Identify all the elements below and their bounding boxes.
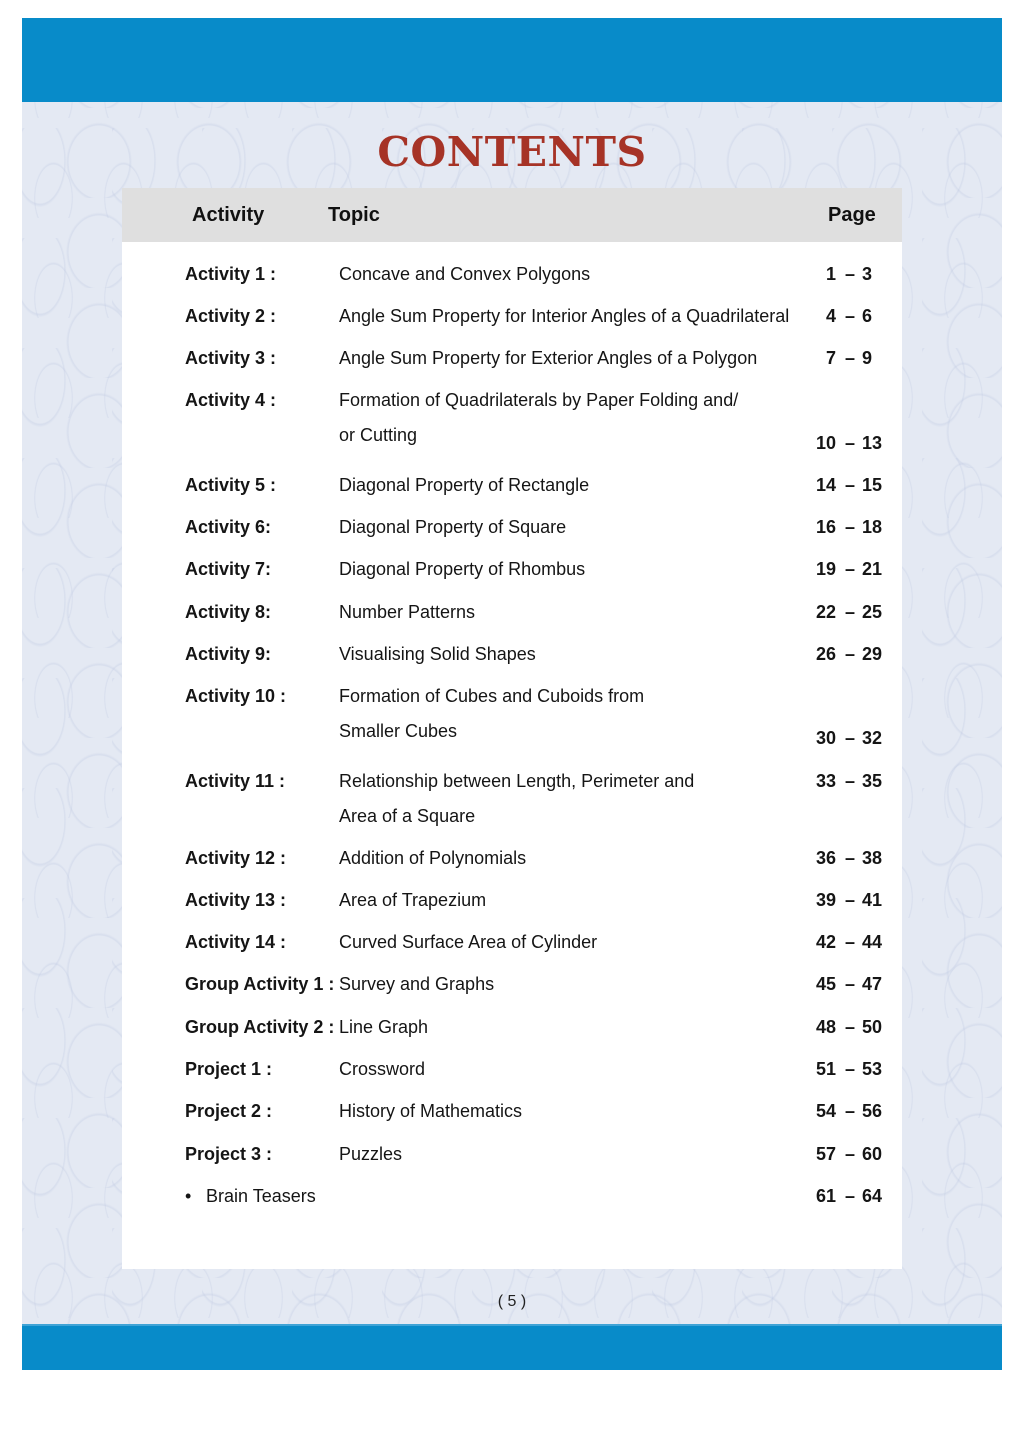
page-to: 13 [862, 433, 883, 453]
activity-label: Project 1 : [185, 1059, 273, 1079]
topic-text-line2: Area of a Square [339, 806, 476, 826]
topic-text: Concave and Convex Polygons [339, 264, 591, 284]
page-dash: – [845, 517, 856, 537]
page-dash: – [845, 644, 856, 664]
activity-label: Activity 12 : [185, 848, 287, 868]
page-dash: – [845, 932, 856, 952]
page-to: 9 [862, 348, 873, 368]
page-from: 14 [815, 475, 836, 495]
page-to: 25 [862, 602, 883, 622]
page-title: CONTENTS [377, 128, 647, 176]
topic-text: Formation of Cubes and Cuboids from [339, 686, 645, 706]
topic-text: Line Graph [339, 1017, 429, 1037]
activity-label: Activity 7: [185, 559, 272, 579]
page-to: 44 [862, 932, 883, 952]
activity-label: Activity 13 : [185, 890, 287, 910]
page [22, 18, 1002, 1368]
table-row[interactable] [122, 517, 902, 547]
activity-label: Activity 10 : [185, 686, 287, 706]
activity-label: Activity 14 : [185, 932, 287, 952]
page-dash: – [845, 771, 856, 791]
column-header-page: Page [828, 204, 876, 226]
page-dash: – [845, 475, 856, 495]
table-row[interactable] [122, 686, 902, 748]
table-row[interactable] [122, 1101, 902, 1131]
activity-label: Activity 1 : [185, 264, 277, 284]
bullet-icon: • [185, 1186, 192, 1206]
topic-text: Curved Surface Area of Cylinder [339, 932, 598, 952]
page-from: 45 [815, 974, 836, 994]
table-row[interactable] [122, 771, 902, 826]
page-to: 29 [862, 644, 883, 664]
page-to: 35 [862, 771, 883, 791]
page-from: 36 [815, 848, 836, 868]
page-from: 51 [815, 1059, 836, 1079]
bottom-band [22, 1324, 1002, 1370]
activity-label: Group Activity 2 : [185, 1017, 335, 1037]
table-row[interactable] [122, 390, 902, 453]
page-to: 41 [862, 890, 883, 910]
topic-text: Formation of Quadrilaterals by Paper Folding and/ [339, 390, 739, 410]
page-from: 4 [825, 306, 836, 326]
activity-label: Project 3 : [185, 1144, 273, 1164]
page-to: 50 [862, 1017, 883, 1037]
table-row[interactable] [122, 602, 902, 632]
page-dash: – [845, 890, 856, 910]
table-row[interactable] [122, 1017, 902, 1047]
table-row[interactable] [122, 306, 902, 336]
page-dash: – [845, 1059, 856, 1079]
page-number: ( 5 ) [497, 1293, 527, 1310]
topic-text: Addition of Polynomials [339, 848, 527, 868]
table-row[interactable] [122, 890, 902, 920]
activity-label: Activity 5 : [185, 475, 277, 495]
activity-label: Activity 8: [185, 602, 272, 622]
page-from: 19 [815, 559, 836, 579]
activity-label: Activity 4 : [185, 390, 277, 410]
page-dash: – [845, 1144, 856, 1164]
topic-text: Relationship between Length, Perimeter and [339, 771, 695, 791]
table-row[interactable] [122, 475, 902, 505]
page-to: 21 [862, 559, 883, 579]
page-from: 33 [815, 771, 836, 791]
topic-text: Number Patterns [339, 602, 476, 622]
page-dash: – [845, 1017, 856, 1037]
topic-text: Area of Trapezium [339, 890, 487, 910]
topic-text: Crossword [339, 1059, 426, 1079]
page-dash: – [845, 848, 856, 868]
page-from: 48 [815, 1017, 836, 1037]
activity-label: Activity 3 : [185, 348, 277, 368]
topic-text: Visualising Solid Shapes [339, 644, 536, 664]
table-row[interactable] [122, 348, 902, 378]
page-dash: – [845, 559, 856, 579]
topic-text-line2: Smaller Cubes [339, 721, 458, 741]
topic-text-line2: or Cutting [339, 425, 418, 445]
topic-text: Survey and Graphs [339, 974, 495, 994]
activity-label: Activity 2 : [185, 306, 277, 326]
topic-text: Angle Sum Property for Exterior Angles of a Polygon [339, 348, 758, 368]
page-dash: – [845, 433, 856, 453]
page-to: 56 [862, 1101, 883, 1121]
topic-text: Diagonal Property of Rectangle [339, 475, 590, 495]
page-to: 15 [862, 475, 883, 495]
page-dash: – [845, 602, 856, 622]
table-row-brain-teasers[interactable] [122, 1186, 902, 1216]
page-dash: – [845, 1186, 856, 1206]
activity-label: Group Activity 1 : [185, 974, 335, 994]
page-from: 39 [815, 890, 836, 910]
table-row[interactable] [122, 848, 902, 878]
page-from: 10 [815, 433, 836, 453]
topic-text: History of Mathematics [339, 1101, 523, 1121]
page-to: 60 [862, 1144, 883, 1164]
table-row[interactable] [122, 974, 902, 1004]
page-from: 30 [815, 728, 836, 748]
topic-text: Diagonal Property of Rhombus [339, 559, 586, 579]
page-to: 32 [862, 728, 883, 748]
contents-table [122, 188, 902, 1269]
table-row[interactable] [122, 559, 902, 589]
table-header [122, 188, 902, 242]
page-dash: – [845, 348, 856, 368]
page-dash: – [845, 728, 856, 748]
topic-text: Angle Sum Property for Interior Angles of a Quadrilateral [339, 306, 790, 326]
page-to: 53 [862, 1059, 883, 1079]
page-from: 1 [825, 264, 836, 284]
topic-text: Diagonal Property of Square [339, 517, 567, 537]
table-row[interactable] [122, 644, 902, 674]
page-from: 26 [815, 644, 836, 664]
page-dash: – [845, 974, 856, 994]
page-to: 3 [862, 264, 873, 284]
topic-text: Brain Teasers [206, 1186, 316, 1206]
table-row[interactable] [122, 1144, 902, 1174]
page-to: 6 [862, 306, 873, 326]
column-header-topic: Topic [328, 204, 380, 226]
topic-text: Puzzles [339, 1144, 403, 1164]
table-row[interactable] [122, 1059, 902, 1089]
activity-label: Activity 9: [185, 644, 272, 664]
top-band [22, 18, 1002, 102]
page-to: 64 [862, 1186, 883, 1206]
activity-label: Project 2 : [185, 1101, 273, 1121]
table-row[interactable] [122, 932, 902, 962]
page-to: 38 [862, 848, 883, 868]
activity-label: Activity 6: [185, 517, 272, 537]
page-dash: – [845, 264, 856, 284]
table-row[interactable] [122, 264, 902, 294]
page-to: 47 [862, 974, 883, 994]
page-dash: – [845, 1101, 856, 1121]
page-dash: – [845, 306, 856, 326]
page-from: 57 [815, 1144, 836, 1164]
page-from: 54 [815, 1101, 836, 1121]
column-header-activity: Activity [192, 204, 265, 226]
page-from: 61 [815, 1186, 836, 1206]
page-from: 22 [815, 602, 836, 622]
page-from: 7 [825, 348, 836, 368]
page-from: 42 [815, 932, 836, 952]
page-from: 16 [815, 517, 836, 537]
activity-label: Activity 11 : [185, 771, 286, 791]
page-to: 18 [862, 517, 883, 537]
